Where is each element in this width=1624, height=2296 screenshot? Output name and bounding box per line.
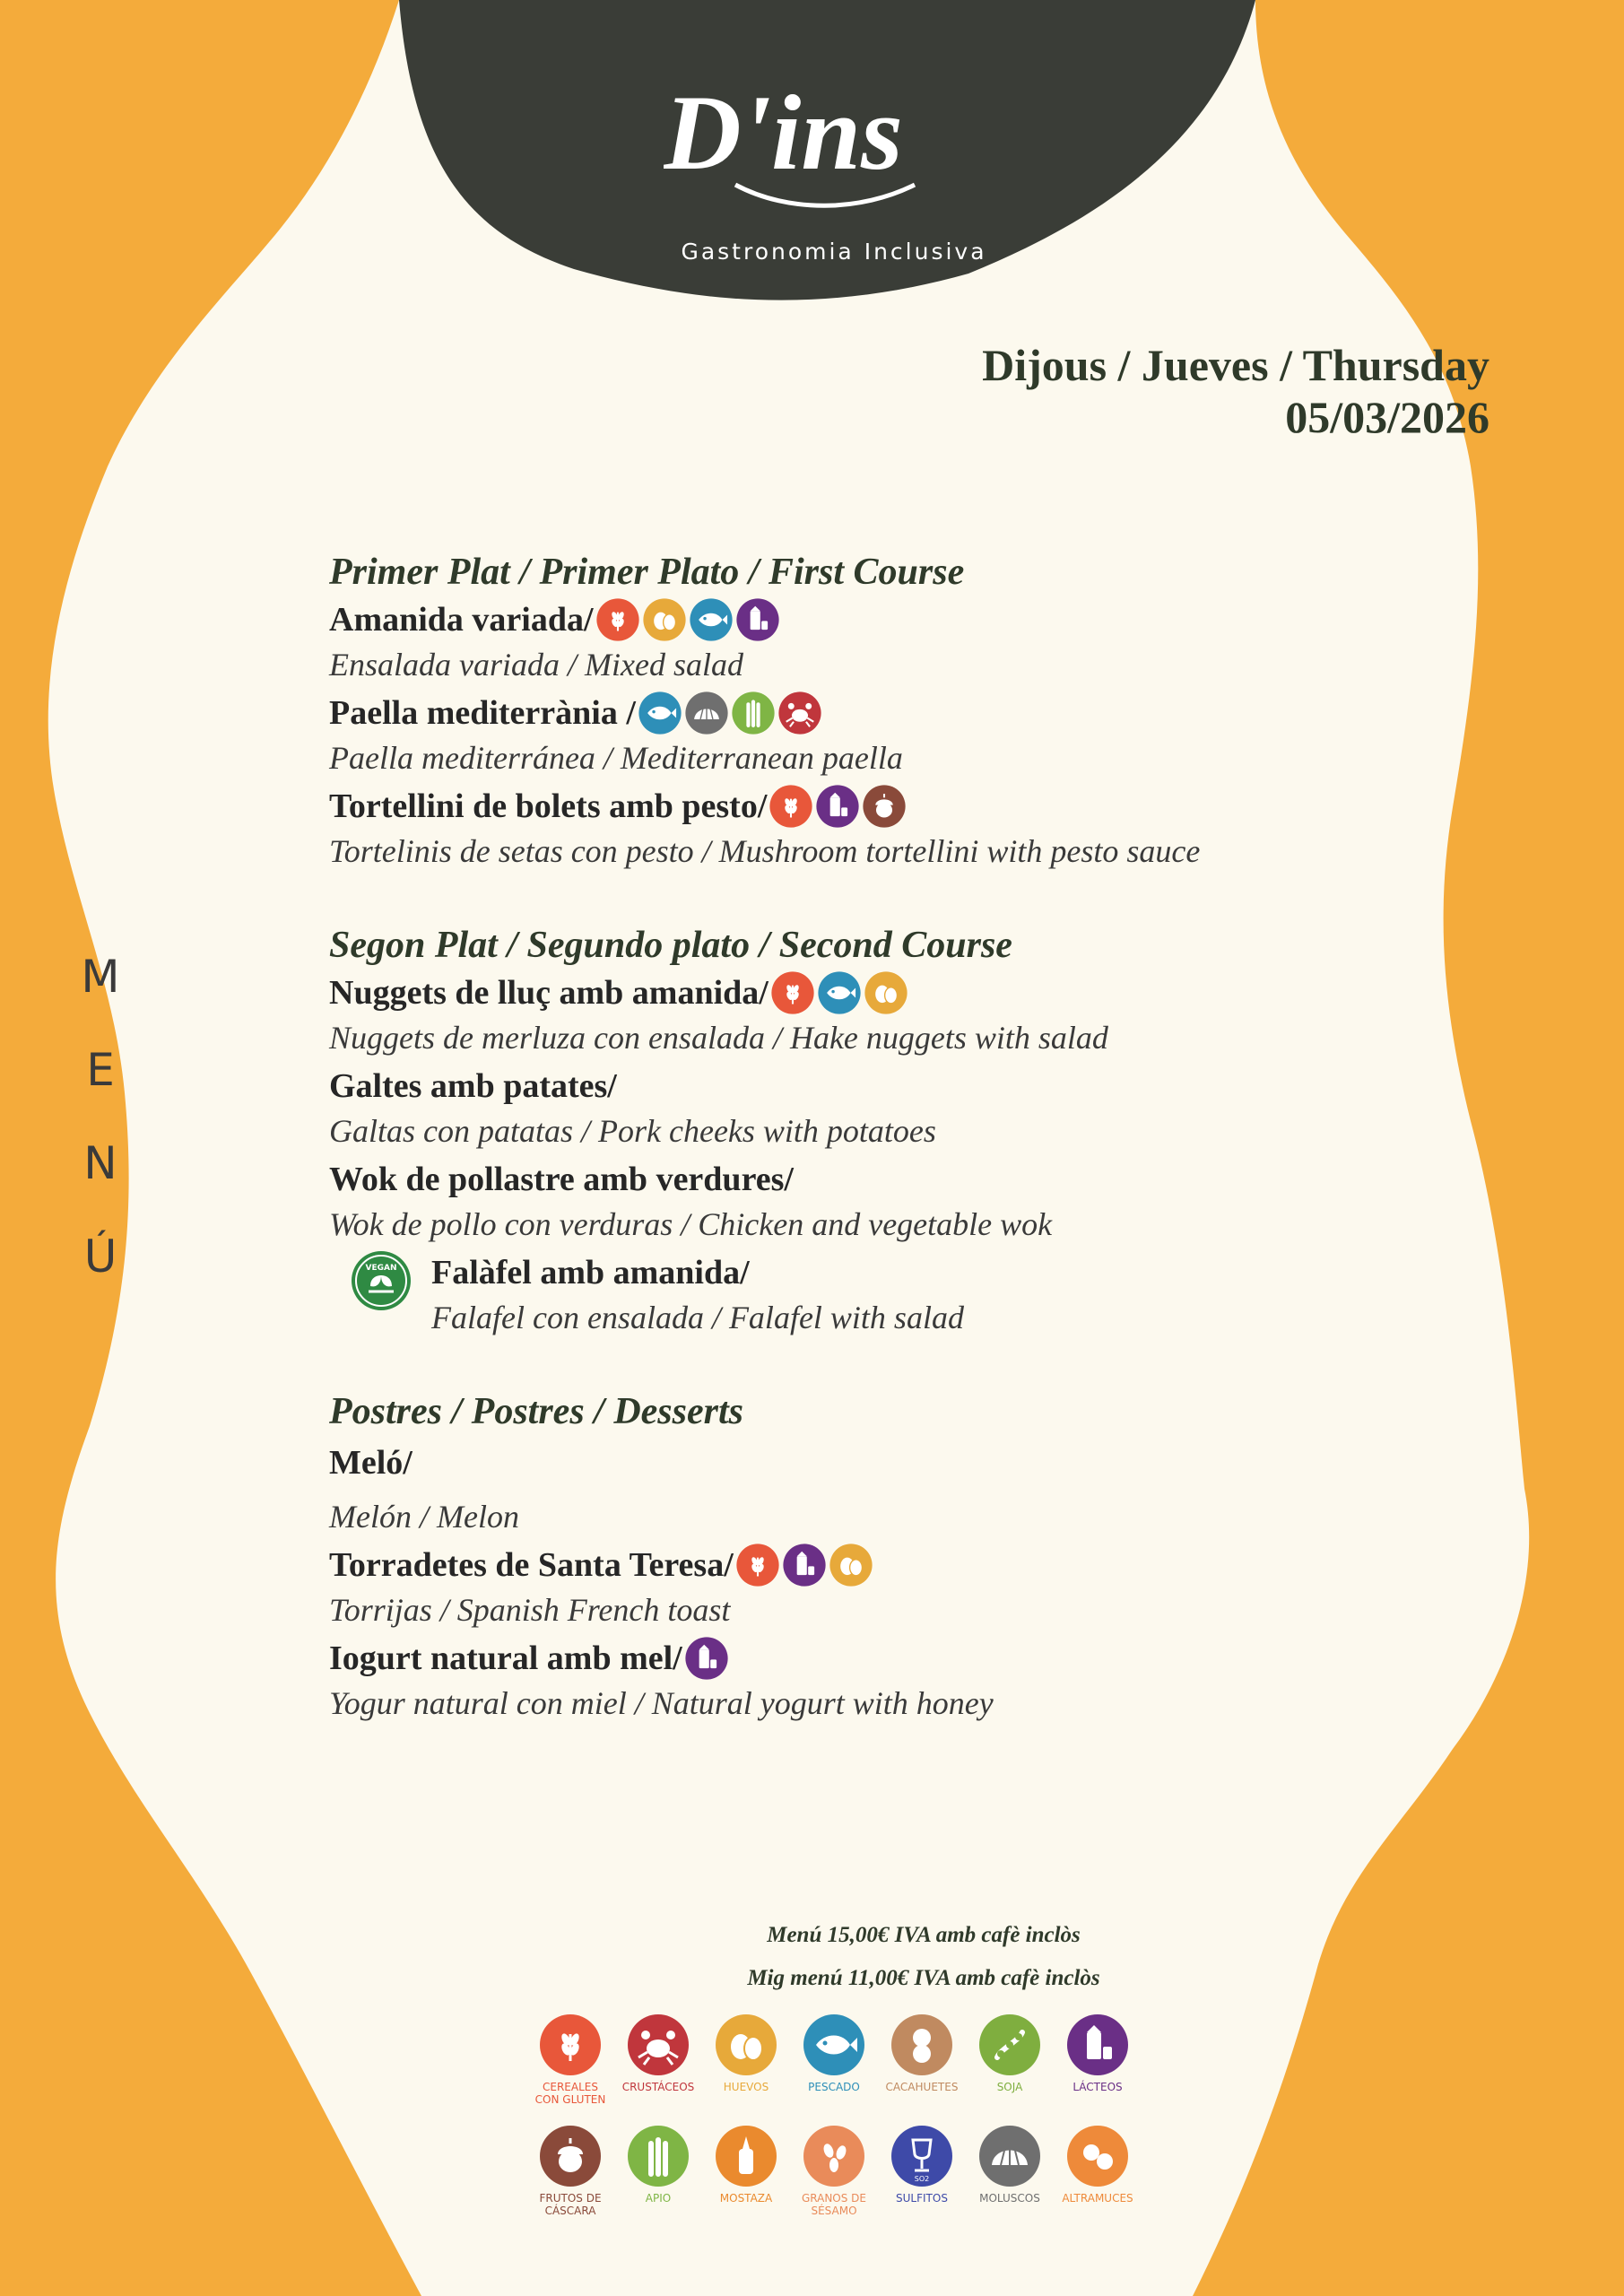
legend-item-peanuts — [881, 2013, 963, 2124]
gluten-allergen-icon — [769, 784, 813, 829]
allergen-icons — [684, 1636, 731, 1681]
fish-allergen-icon — [802, 2013, 866, 2077]
dish-name: Wok de pollastre amb verdures/ — [329, 1161, 794, 1198]
gluten-allergen-icon — [595, 597, 640, 642]
gluten-allergen-icon — [770, 970, 815, 1015]
dish-row — [329, 782, 1360, 831]
dish-name: Iogurt natural amb mel/ — [329, 1639, 682, 1677]
desserts-section — [329, 1388, 1360, 1727]
second-course-section — [329, 922, 1360, 1342]
dish-translation: Torrijas / Spanish French toast — [329, 1592, 731, 1628]
eggs-allergen-icon — [642, 597, 687, 642]
dairy-allergen-icon — [782, 1543, 827, 1587]
menu-content — [329, 549, 1360, 1727]
course-title: Segon Plat / Segundo plato / Second Course — [329, 925, 1012, 966]
dish-row — [329, 689, 1360, 737]
legend-label: FRUTOS DE CÁSCARA — [539, 2192, 602, 2217]
sesame-allergen-icon — [802, 2124, 866, 2188]
course-title: Primer Plat / Primer Plato / First Course — [329, 552, 965, 593]
legend-item-lupin — [1056, 2124, 1139, 2235]
legend-label: CRUSTÁCEOS — [621, 2081, 695, 2093]
side-menu-letter: M — [81, 951, 120, 1003]
legend-label: HUEVOS — [723, 2081, 769, 2093]
dish-name: Paella mediterrània / — [329, 694, 636, 732]
vegan-icon — [349, 1248, 413, 1313]
allergen-legend — [529, 2013, 1139, 2235]
first-course-section — [329, 549, 1360, 875]
dish-translation: Ensalada variada / Mixed salad — [329, 647, 743, 683]
legend-item-crustaceans — [617, 2013, 699, 2124]
dish-row — [329, 1439, 1360, 1487]
dish-row — [329, 596, 1360, 644]
side-menu-letter: Ú — [83, 1231, 117, 1283]
dairy-allergen-icon — [1065, 2013, 1130, 2077]
dish-name: Falàfel amb amanida/ — [431, 1254, 750, 1292]
dairy-allergen-icon — [684, 1636, 729, 1681]
allergen-icons — [769, 784, 908, 829]
dish-translation: Paella mediterránea / Mediterranean paella — [329, 740, 903, 776]
crustaceans-allergen-icon — [626, 2013, 690, 2077]
side-menu-letter: N — [83, 1137, 117, 1189]
dish-name: Meló/ — [329, 1444, 413, 1482]
peanuts-allergen-icon — [890, 2013, 954, 2077]
dish-row — [329, 1541, 1360, 1589]
nuts-allergen-icon — [538, 2124, 603, 2188]
menu-date-label: 05/03/2026 — [1285, 392, 1489, 442]
allergen-icons — [595, 597, 782, 642]
dish-row — [329, 1062, 1360, 1110]
dins-logo — [664, 79, 1004, 213]
side-menu-label — [65, 951, 136, 1324]
legend-item-sesame — [793, 2124, 875, 2235]
dish-translation: Tortelinis de setas con pesto / Mushroom tortellini with pesto sauce — [329, 833, 1201, 869]
dish-name: Amanida variada/ — [329, 601, 594, 639]
dish-translation: Melón / Melon — [329, 1499, 519, 1535]
vegan-dish-text — [431, 1248, 964, 1342]
celery-allergen-icon — [731, 691, 776, 735]
legend-item-soy — [968, 2013, 1051, 2124]
legend-item-molluscs — [968, 2124, 1051, 2235]
legend-row — [529, 2013, 1139, 2124]
eggs-allergen-icon — [864, 970, 908, 1015]
legend-label: SULFITOS — [896, 2192, 948, 2205]
legend-item-sulphites — [881, 2124, 963, 2235]
legend-item-eggs — [705, 2013, 787, 2124]
course-title: Postres / Postres / Desserts — [329, 1391, 743, 1432]
side-menu-letter: E — [86, 1044, 115, 1096]
eggs-allergen-icon — [829, 1543, 873, 1587]
legend-label: ALTRAMUCES — [1062, 2192, 1133, 2205]
dish-name: Nuggets de lluç amb amanida/ — [329, 974, 769, 1012]
dish-translation: Yogur natural con miel / Natural yogurt with honey — [329, 1685, 994, 1721]
gluten-allergen-icon — [538, 2013, 603, 2077]
menu-date — [982, 339, 1489, 443]
price-info — [708, 1914, 1139, 2000]
half-menu-price: Mig menú 11,00€ IVA amb cafè inclòs — [747, 1966, 1100, 1990]
allergen-icons — [638, 691, 824, 735]
legend-item-fish — [793, 2013, 875, 2124]
dish-translation: Wok de pollo con verduras / Chicken and vegetable wok — [329, 1206, 1053, 1242]
brand-tagline: Gastronomia Inclusiva — [681, 239, 987, 265]
allergen-icons — [735, 1543, 875, 1587]
lupin-allergen-icon — [1065, 2124, 1130, 2188]
legend-item-gluten — [529, 2013, 612, 2124]
fish-allergen-icon — [689, 597, 734, 642]
menu-day-label: Dijous / Jueves / Thursday — [982, 340, 1489, 390]
eggs-allergen-icon — [714, 2013, 778, 2077]
soy-allergen-icon — [977, 2013, 1042, 2077]
dish-translation: Falafel con ensalada / Falafel with salad — [431, 1300, 964, 1335]
dish-name: Galtes amb patates/ — [329, 1067, 617, 1105]
legend-item-celery — [617, 2124, 699, 2235]
sulphites-allergen-icon — [890, 2124, 954, 2188]
legend-label: PESCADO — [808, 2081, 860, 2093]
molluscs-allergen-icon — [977, 2124, 1042, 2188]
legend-item-nuts — [529, 2124, 612, 2235]
legend-label: LÁCTEOS — [1073, 2081, 1123, 2093]
legend-label: MOSTAZA — [719, 2192, 773, 2205]
svg-text:SO2: SO2 — [914, 2175, 930, 2183]
legend-label: CEREALES CON GLUTEN — [534, 2081, 606, 2106]
dish-translation: Galtas con patatas / Pork cheeks with potatoes — [329, 1113, 936, 1149]
dish-row — [329, 969, 1360, 1017]
legend-label: SOJA — [996, 2081, 1023, 2093]
full-menu-price: Menú 15,00€ IVA amb cafè inclòs — [767, 1923, 1081, 1947]
crustaceans-allergen-icon — [777, 691, 822, 735]
dish-name: Torradetes de Santa Teresa/ — [329, 1546, 734, 1584]
svg-text:VEGAN: VEGAN — [365, 1264, 397, 1273]
molluscs-allergen-icon — [684, 691, 729, 735]
legend-label: CACAHUETES — [885, 2081, 959, 2093]
legend-label: APIO — [645, 2192, 672, 2205]
dish-translation: Nuggets de merluza con ensalada / Hake nuggets with salad — [329, 1020, 1108, 1056]
legend-label: MOLUSCOS — [979, 2192, 1040, 2205]
dish-row — [329, 1155, 1360, 1204]
legend-label: GRANOS DE SÉSAMO — [801, 2192, 867, 2217]
fish-allergen-icon — [638, 691, 682, 735]
legend-item-mustard — [705, 2124, 787, 2235]
dairy-allergen-icon — [735, 597, 780, 642]
dish-name: Tortellini de bolets amb pesto/ — [329, 787, 768, 825]
dairy-allergen-icon — [815, 784, 860, 829]
legend-row — [529, 2124, 1139, 2235]
mustard-allergen-icon — [714, 2124, 778, 2188]
allergen-icons — [770, 970, 910, 1015]
vegan-dish-row — [349, 1248, 1360, 1342]
dish-row — [329, 1634, 1360, 1683]
fish-allergen-icon — [817, 970, 862, 1015]
gluten-allergen-icon — [735, 1543, 780, 1587]
legend-item-dairy — [1056, 2013, 1139, 2124]
svg-text:D'ins: D'ins — [664, 79, 903, 192]
celery-allergen-icon — [626, 2124, 690, 2188]
nuts-allergen-icon — [862, 784, 907, 829]
